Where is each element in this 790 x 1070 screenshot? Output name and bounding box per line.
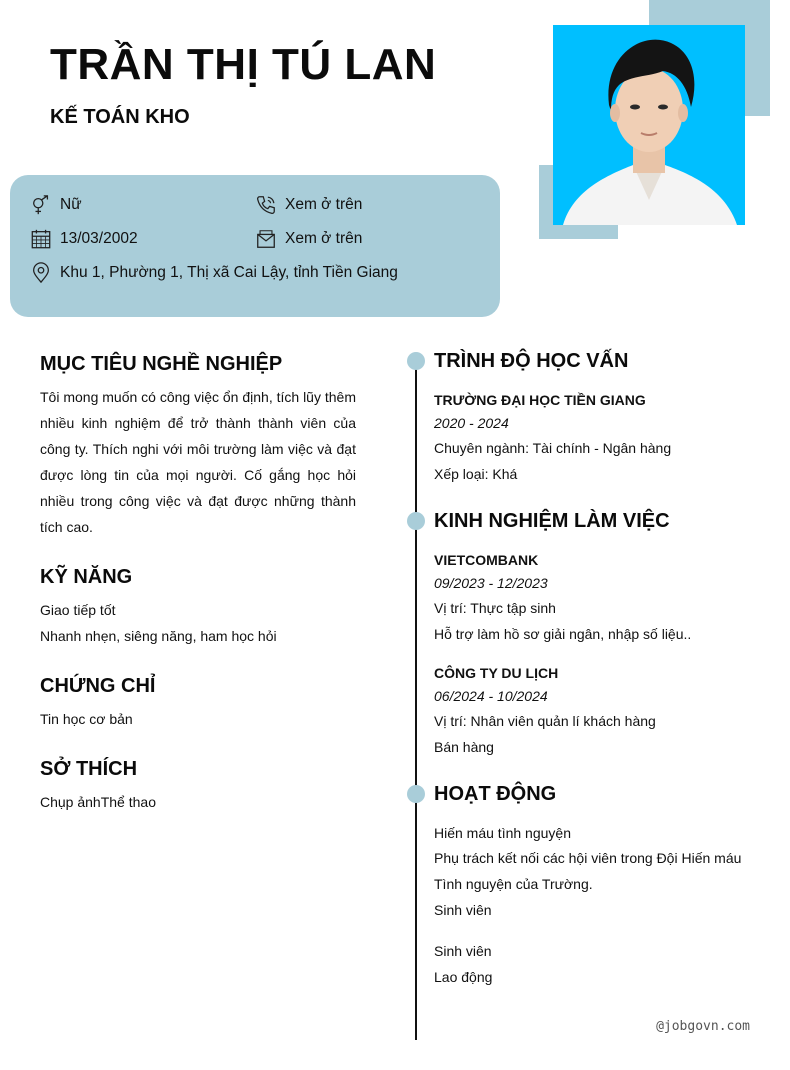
education-rank: Xếp loại: Khá: [434, 466, 518, 482]
birthday-value: 13/03/2002: [60, 230, 138, 247]
timeline-line: [415, 355, 417, 1040]
portrait-image: [553, 25, 745, 225]
birthday-row: [30, 228, 138, 250]
calendar-icon: [30, 228, 52, 250]
email-row: [255, 228, 362, 250]
email-value: Xem ở trên: [285, 230, 363, 247]
timeline-dot: [407, 352, 425, 370]
certificate-item: Tin học cơ bản: [40, 711, 133, 727]
phone-row: [255, 194, 362, 216]
profile-photo: [553, 25, 745, 225]
phone-value: Xem ở trên: [285, 196, 363, 213]
candidate-name: TRẦN THỊ TÚ LAN: [50, 40, 437, 89]
activity-item: Phụ trách kết nối các hội viên trong Đội Hiến máu: [434, 850, 742, 866]
job-description: Hỗ trợ làm hồ sơ giải ngân, nhập số liệu..: [434, 626, 692, 642]
timeline-dot: [407, 785, 425, 803]
gender-icon: [30, 194, 52, 216]
hobbies-heading: SỞ THÍCH: [40, 758, 138, 780]
address-value: Khu 1, Phường 1, Thị xã Cai Lậy, tỉnh Tiền Giang: [60, 264, 398, 281]
watermark: @jobgovn.com: [656, 1019, 750, 1034]
hobbies-text: Chụp ảnhThể thao: [40, 794, 156, 810]
objective-text: Tôi mong muốn có công việc ổn định, tích lũy thêm nhiều kinh nghiệm để trở thành thành viên của công ty. Thích nghi với môi trường làm việc và đạt được lòng tin của mọi người. Cố gắng học hỏi nhiều trong công việc và đạt được những thành tích cao.: [40, 389, 356, 535]
activity-item: Hiến máu tình nguyện: [434, 825, 571, 841]
certificates-heading: CHỨNG CHỈ: [40, 675, 156, 697]
job-period: 09/2023 - 12/2023: [434, 575, 548, 591]
skill-item: Giao tiếp tốt: [40, 602, 116, 618]
activity-item: Lao động: [434, 969, 493, 985]
contact-info-box: [10, 175, 500, 317]
activities-heading: HOẠT ĐỘNG: [434, 783, 557, 805]
job-description: Bán hàng: [434, 739, 494, 755]
activity-item: Sinh viên: [434, 902, 492, 918]
location-pin-icon: [30, 262, 52, 284]
skill-item: Nhanh nhẹn, siêng năng, ham học hỏi: [40, 628, 277, 644]
job-company: CÔNG TY DU LỊCH: [434, 665, 559, 681]
education-heading: TRÌNH ĐỘ HỌC VẤN: [434, 350, 629, 372]
gender-value: Nữ: [60, 196, 82, 213]
timeline-dot: [407, 512, 425, 530]
address-row: [30, 262, 398, 284]
experience-heading: KINH NGHIỆM LÀM VIỆC: [434, 510, 670, 532]
education-period: 2020 - 2024: [434, 415, 509, 431]
job-position: Vị trí: Thực tập sinh: [434, 600, 556, 616]
activity-item: Sinh viên: [434, 943, 492, 959]
education-major: Chuyên ngành: Tài chính - Ngân hàng: [434, 440, 672, 456]
school-name: TRƯỜNG ĐẠI HỌC TIỀN GIANG: [434, 392, 646, 408]
activity-item: Tình nguyện của Trường.: [434, 876, 593, 892]
objective-heading: MỤC TIÊU NGHỀ NGHIỆP: [40, 353, 283, 375]
skills-heading: KỸ NĂNG: [40, 566, 133, 588]
job-company: VIETCOMBANK: [434, 552, 539, 568]
phone-icon: [255, 194, 277, 216]
job-period: 06/2024 - 10/2024: [434, 688, 548, 704]
job-title: KẾ TOÁN KHO: [50, 106, 190, 128]
job-position: Vị trí: Nhân viên quản lí khách hàng: [434, 713, 656, 729]
gender-row: [30, 194, 82, 216]
mail-icon: [255, 228, 277, 250]
